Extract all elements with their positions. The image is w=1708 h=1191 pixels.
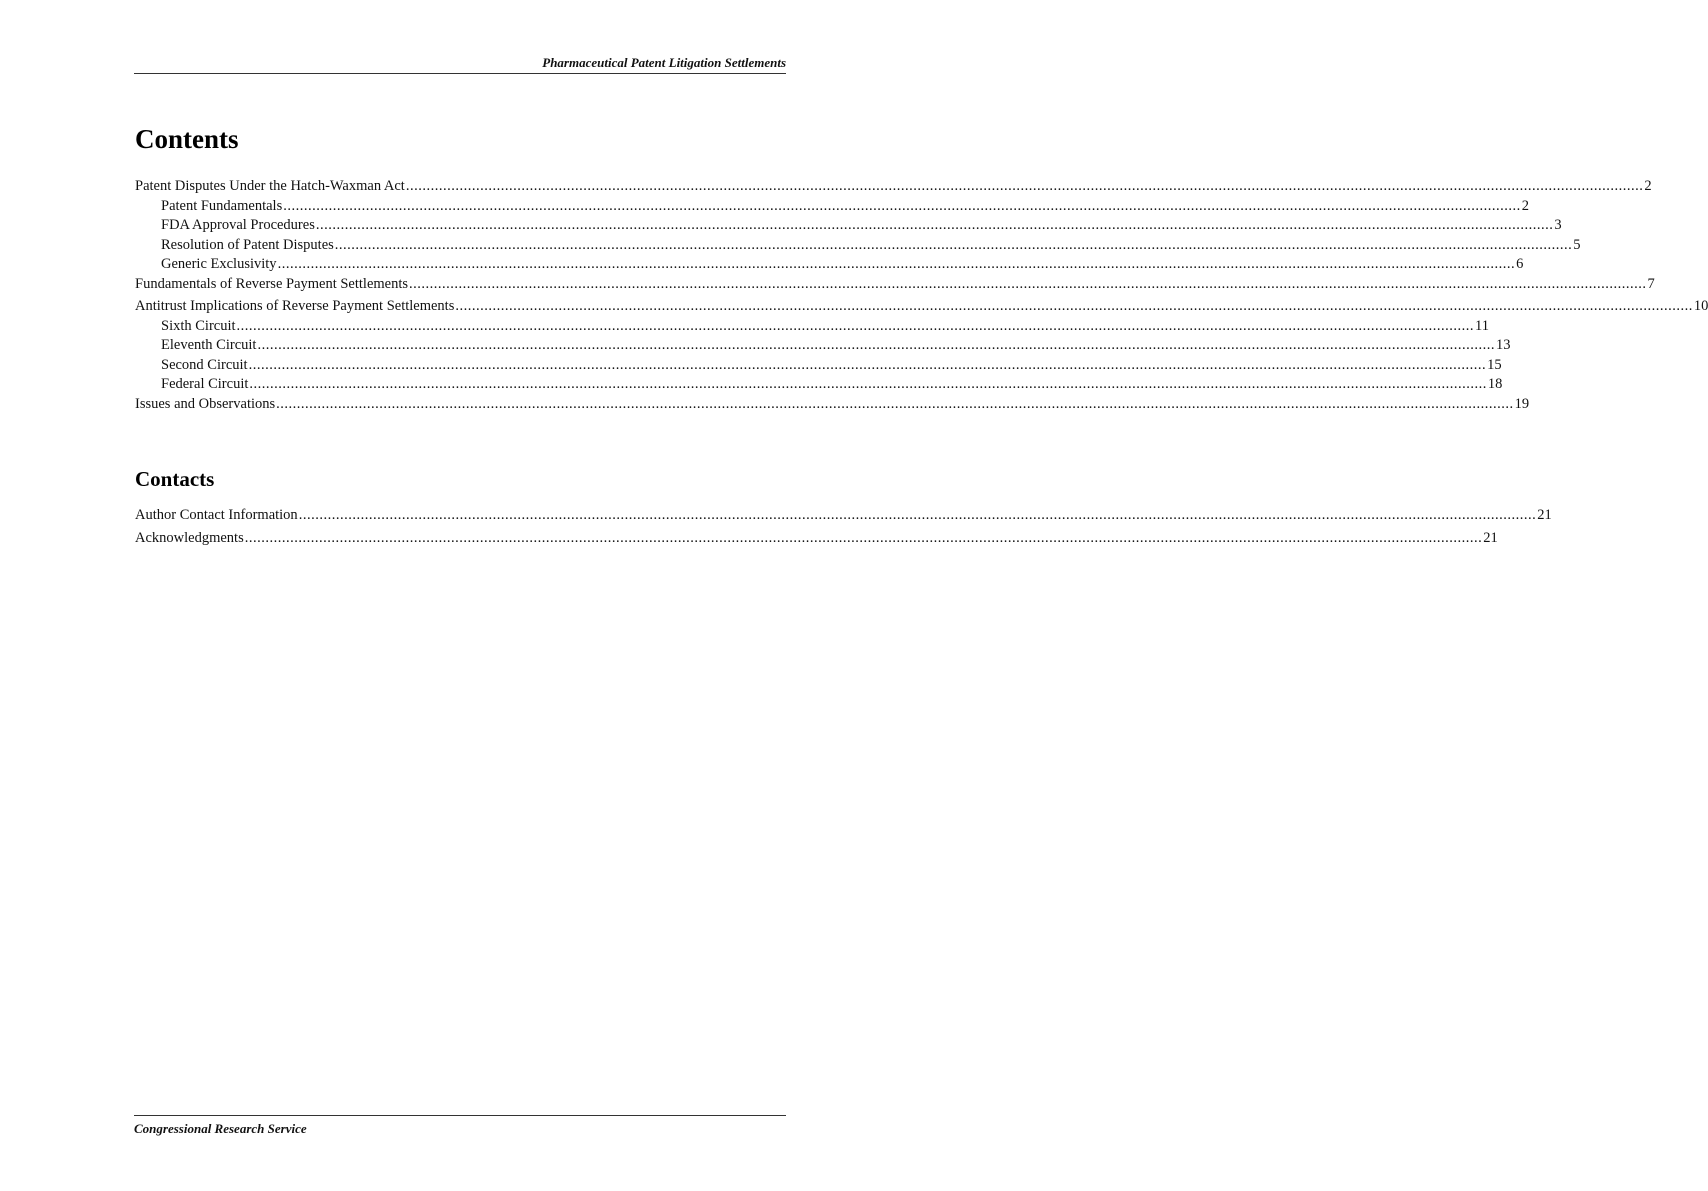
toc-entry-title: FDA Approval Procedures — [161, 217, 315, 233]
toc-entry-generic-exclusivity[interactable] — [135, 255, 1524, 275]
toc-entry-title: Patent Fundamentals — [161, 197, 283, 214]
toc-entry-second-circuit[interactable] — [135, 356, 1502, 376]
dot-leader: ............................................................................................................................................................................................................................................................................................................ — [248, 356, 1487, 373]
toc-entry-title: Acknowledgments — [135, 529, 244, 546]
toc-entry-antitrust[interactable] — [135, 297, 1708, 317]
dot-leader: ............................................................................................................................................................................................................................................................................................................ — [298, 507, 1537, 523]
toc-entry-page: 5 — [1573, 236, 1581, 253]
toc-entry-page: 18 — [1487, 376, 1503, 392]
toc-entry-title: Sixth Circuit — [161, 317, 236, 334]
running-footer: Congressional Research Service — [134, 1115, 786, 1137]
toc-entry-page: 11 — [1475, 317, 1489, 334]
toc-entry-fda-approval[interactable] — [135, 216, 1562, 236]
toc-entry-patent-disputes[interactable] — [135, 177, 1652, 197]
toc-entry-page: 19 — [1514, 395, 1530, 412]
toc-entry-page: 10 — [1693, 298, 1708, 314]
toc-entry-sixth-circuit[interactable] — [135, 317, 1489, 337]
dot-leader: ............................................................................................................................................................................................................................................................................................................ — [257, 337, 1495, 353]
contacts-heading: Contacts — [135, 467, 215, 491]
contacts-list — [135, 506, 1552, 548]
dot-leader: ............................................................................................................................................................................................................................................................................................................ — [244, 529, 1483, 546]
toc-entry-title: Federal Circuit — [161, 376, 249, 392]
running-header: Pharmaceutical Patent Litigation Settlements — [134, 55, 786, 74]
dot-leader: ............................................................................................................................................................................................................................................................................................................ — [236, 317, 1475, 334]
toc-entry-title: Second Circuit — [161, 356, 248, 373]
toc-entry-page: 21 — [1483, 529, 1498, 546]
toc-entry-title: Resolution of Patent Disputes — [161, 236, 334, 253]
toc-entry-title: Author Contact Information — [135, 507, 298, 523]
toc-entry-title: Antitrust Implications of Reverse Payment Settlements — [135, 298, 455, 314]
dot-leader: ............................................................................................................................................................................................................................................................................................................ — [455, 298, 1693, 314]
dot-leader: ............................................................................................................................................................................................................................................................................................................ — [249, 376, 1487, 392]
contents-list — [135, 177, 1708, 414]
contents-heading: Contents — [135, 124, 239, 154]
toc-entry-title: Issues and Observations — [135, 395, 276, 412]
toc-entry-page: 15 — [1487, 356, 1502, 373]
toc-entry-title: Patent Disputes Under the Hatch-Waxman Act — [135, 178, 405, 194]
toc-entry-title: Eleventh Circuit — [161, 337, 257, 353]
toc-entry-fundamentals-reverse[interactable] — [135, 275, 1655, 295]
toc-entry-page: 13 — [1495, 337, 1511, 353]
toc-entry-page: 6 — [1516, 256, 1524, 272]
toc-entry-eleventh-circuit[interactable] — [135, 336, 1511, 356]
toc-entry-page: 21 — [1537, 507, 1552, 523]
dot-leader: ............................................................................................................................................................................................................................................................................................................ — [277, 256, 1516, 272]
toc-entry-author-contact[interactable] — [135, 506, 1552, 526]
dot-leader: ............................................................................................................................................................................................................................................................................................................ — [334, 236, 1573, 253]
toc-entry-page: 3 — [1554, 217, 1562, 233]
toc-entry-issues[interactable] — [135, 395, 1530, 415]
toc-entry-resolution[interactable] — [135, 236, 1581, 256]
toc-entry-acknowledgments[interactable] — [135, 529, 1498, 549]
dot-leader: ............................................................................................................................................................................................................................................................................................................ — [283, 197, 1521, 214]
toc-entry-page: 7 — [1647, 275, 1655, 292]
toc-entry-federal-circuit[interactable] — [135, 375, 1503, 395]
toc-entry-title: Generic Exclusivity — [161, 256, 277, 272]
dot-leader: ............................................................................................................................................................................................................................................................................................................ — [405, 178, 1644, 194]
dot-leader: ............................................................................................................................................................................................................................................................................................................ — [276, 395, 1514, 412]
toc-entry-title: Fundamentals of Reverse Payment Settlements — [135, 275, 409, 292]
toc-entry-patent-fundamentals[interactable] — [135, 197, 1529, 217]
toc-entry-page: 2 — [1644, 178, 1652, 194]
toc-entry-page: 2 — [1521, 197, 1529, 214]
dot-leader: ............................................................................................................................................................................................................................................................................................................ — [315, 217, 1554, 233]
dot-leader: ............................................................................................................................................................................................................................................................................................................ — [409, 275, 1647, 292]
